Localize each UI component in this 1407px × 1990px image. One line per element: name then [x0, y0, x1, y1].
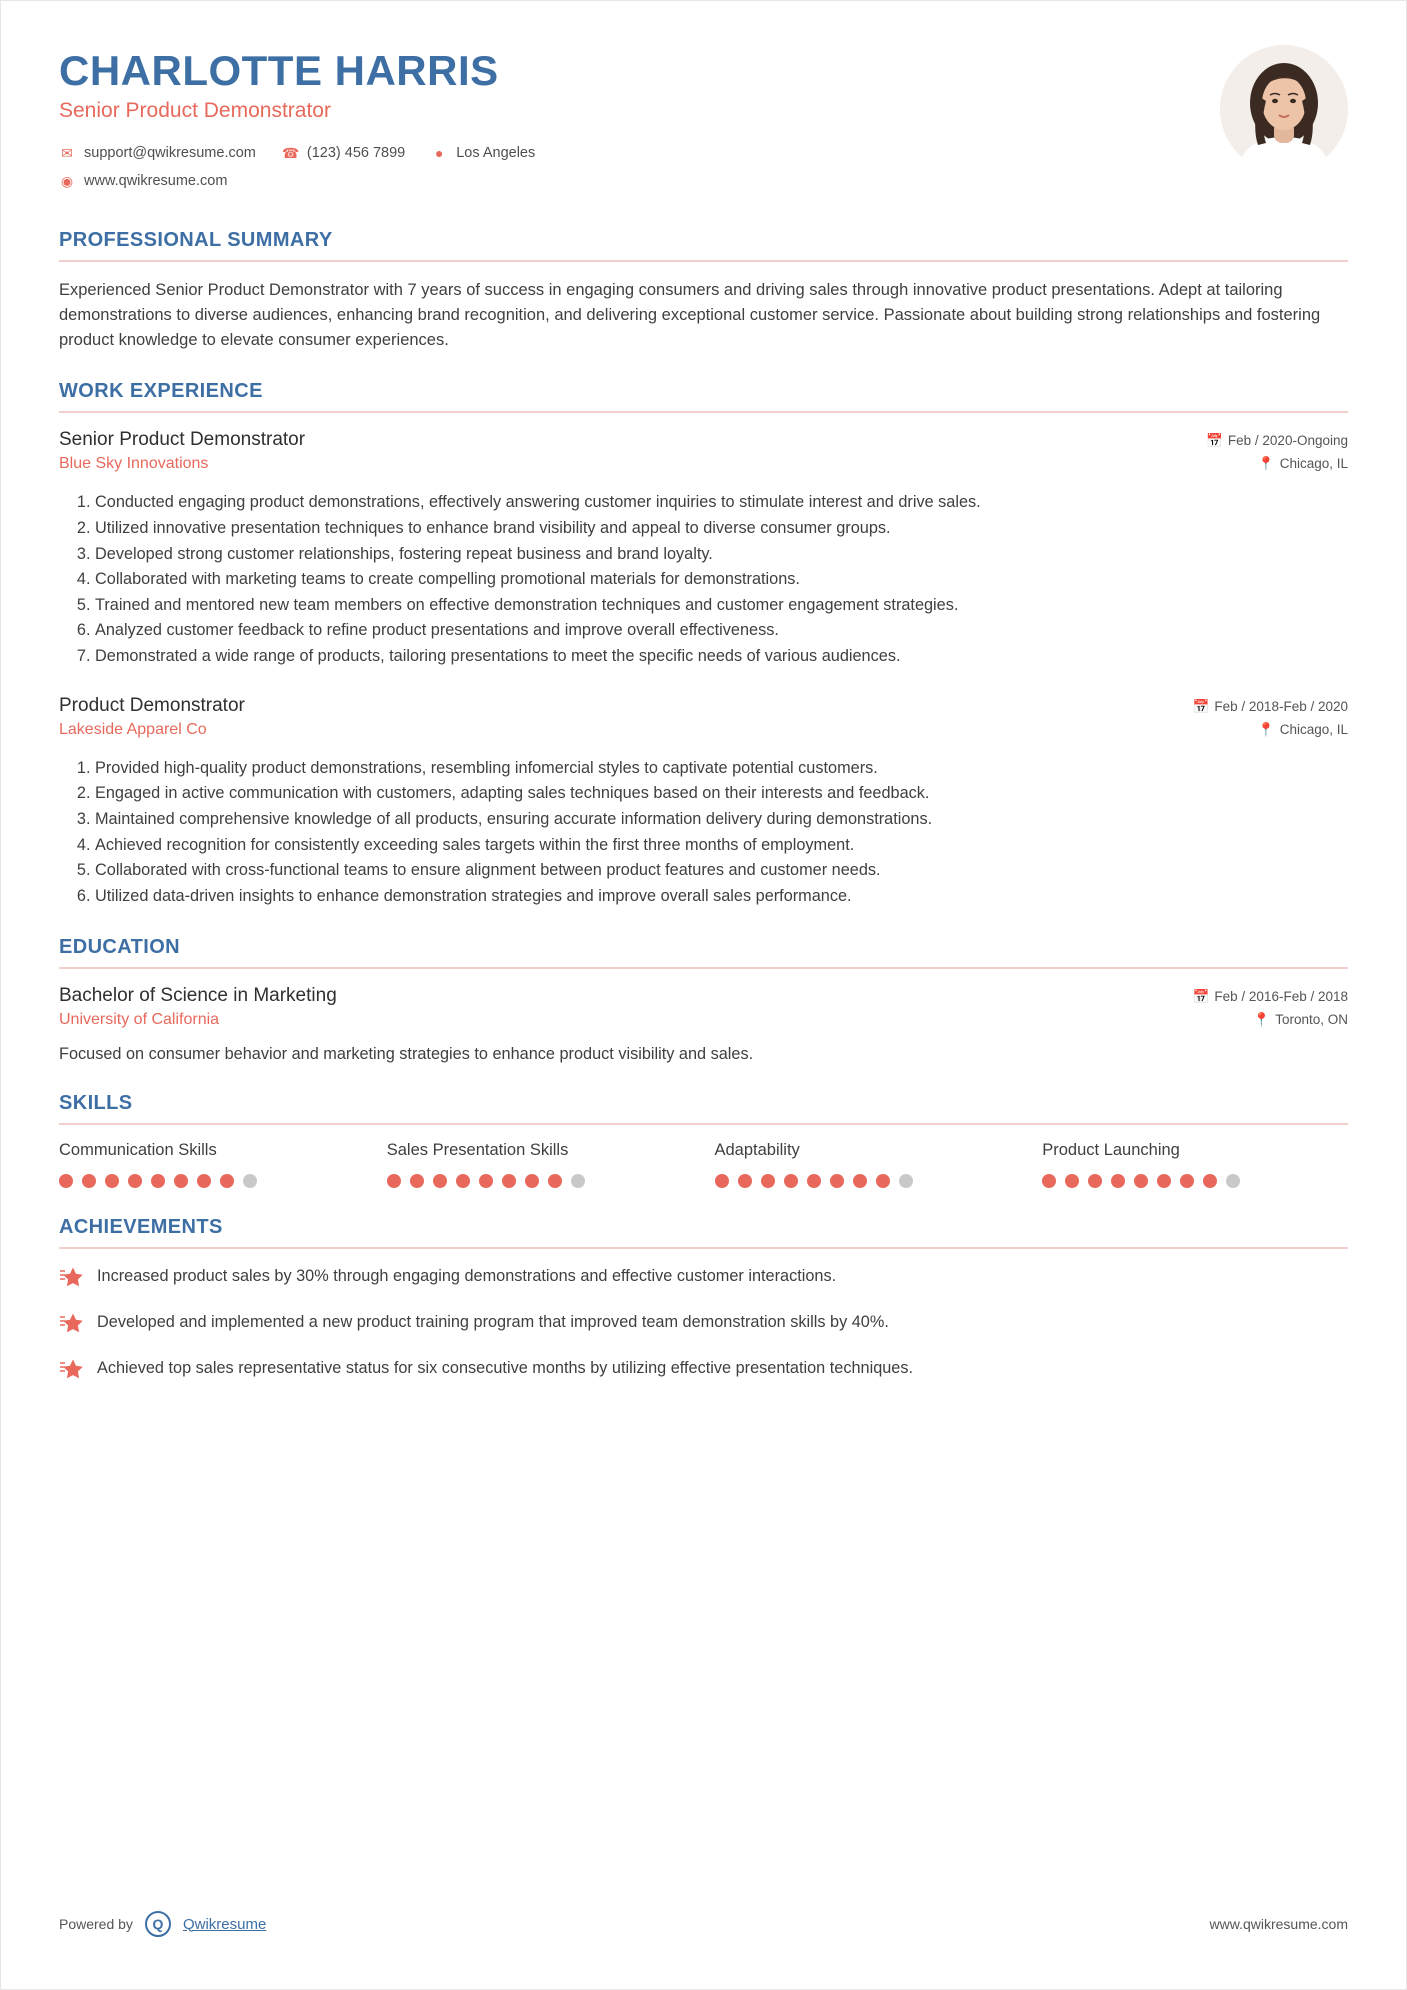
section-professional-summary: [59, 229, 1348, 352]
skill-item: [715, 1141, 1021, 1188]
skill-item: [1042, 1141, 1348, 1188]
education-degree: Bachelor of Science in Marketing: [59, 985, 337, 1007]
list-item: 5. Collaborated with cross-functional teams to ensure alignment between product features and customer needs.: [95, 859, 1348, 883]
experience-meta: [1206, 429, 1348, 479]
rating-dot: [1203, 1174, 1217, 1188]
map-pin-icon: ●: [435, 145, 444, 162]
rating-dot: [59, 1174, 73, 1188]
rating-dot: [479, 1174, 493, 1188]
skill-rating-dots: [715, 1174, 1021, 1188]
candidate-role: Senior Product Demonstrator: [59, 99, 331, 123]
summary-text: Experienced Senior Product Demonstrator with 7 years of success in engaging consumers and driving sales through innovative product presentations. Adept at tailoring demonstrations to diverse audiences, enhancing brand recognition, and delivering exceptional customer service. Passionate about building strong relationships and fostering product knowledge to elevate consumer experiences.: [59, 281, 1321, 349]
qwikresume-brand-link[interactable]: Qwikresume: [182, 1915, 267, 1933]
list-item: 7. Demonstrated a wide range of products, tailoring presentations to meet the specific needs of various audiences.: [95, 645, 1348, 669]
rating-dot: [220, 1174, 234, 1188]
profile-photo: [1220, 45, 1348, 173]
rating-dot: [853, 1174, 867, 1188]
contact-row-secondary: [59, 173, 1348, 189]
phone-icon: ☎: [281, 145, 300, 162]
achievement-item: [59, 1265, 1348, 1293]
list-item: 6. Utilized data-driven insights to enhance demonstration strategies and improve overall sales performance.: [95, 885, 1348, 909]
rating-dot: [387, 1174, 401, 1188]
rating-dot-empty: [899, 1174, 913, 1188]
experience-location: Chicago, IL: [1279, 721, 1348, 737]
achievement-text: Achieved top sales representative status for six consecutive months by utilizing effective presentation techniques.: [97, 1359, 914, 1378]
rating-dot-empty: [1226, 1174, 1240, 1188]
education-meta: [1193, 985, 1348, 1035]
rating-dot: [876, 1174, 890, 1188]
experience-company: Lakeside Apparel Co: [59, 720, 207, 738]
rating-dot: [1180, 1174, 1194, 1188]
experience-bullets: [59, 491, 1348, 668]
education-description: Focused on consumer behavior and marketing strategies to enhance product visibility and sales.: [59, 1045, 754, 1064]
star-icon: [59, 1266, 83, 1293]
rating-dot: [738, 1174, 752, 1188]
achievement-text: Increased product sales by 30% through engaging demonstrations and effective customer interactions.: [97, 1267, 837, 1286]
rating-dot: [1042, 1174, 1056, 1188]
map-pin-icon: 📍: [1257, 456, 1275, 472]
rating-dot: [502, 1174, 516, 1188]
rating-dot-empty: [571, 1174, 585, 1188]
rating-dot: [456, 1174, 470, 1188]
section-title-education: EDUCATION: [59, 936, 181, 959]
list-item: 1. Conducted engaging product demonstrations, effectively answering customer inquiries to stimulate interest and drive sales.: [95, 491, 1348, 515]
footer-website[interactable]: www.qwikresume.com: [1209, 1916, 1348, 1932]
section-divider: [59, 260, 1348, 262]
section-title-experience: WORK EXPERIENCE: [59, 380, 263, 403]
list-item: 1. Provided high-quality product demonstrations, resembling infomercial styles to captivate potential customers.: [95, 757, 1348, 781]
rating-dot: [197, 1174, 211, 1188]
rating-dot: [1134, 1174, 1148, 1188]
contact-row-primary: [59, 145, 1348, 161]
experience-bullets: [59, 757, 1348, 909]
rating-dot: [433, 1174, 447, 1188]
globe-icon: ◉: [60, 173, 74, 190]
list-item: 6. Analyzed customer feedback to refine product presentations and improve overall effectiveness.: [95, 619, 1348, 643]
star-icon: [59, 1358, 83, 1385]
map-pin-icon: 📍: [1253, 1012, 1271, 1028]
skill-rating-dots: [1042, 1174, 1348, 1188]
page-footer: [59, 1911, 1348, 1937]
contact-website[interactable]: [59, 173, 227, 189]
contact-email[interactable]: [59, 145, 256, 161]
education-entry: [59, 985, 1348, 1064]
achievement-item: [59, 1357, 1348, 1385]
list-item: 4. Achieved recognition for consistently exceeding sales targets within the first three months of employment.: [95, 834, 1348, 858]
achievement-text: Developed and implemented a new product training program that improved team demonstration skills by 40%.: [97, 1313, 889, 1332]
rating-dot: [105, 1174, 119, 1188]
section-work-experience: [59, 380, 1348, 908]
section-divider: [59, 411, 1348, 413]
achievement-item: [59, 1311, 1348, 1339]
contact-location-text: Los Angeles: [456, 145, 536, 162]
skill-rating-dots: [387, 1174, 693, 1188]
skill-rating-dots: [59, 1174, 365, 1188]
skill-label: Sales Presentation Skills: [386, 1141, 569, 1160]
section-divider: [59, 1123, 1348, 1125]
skills-grid: [59, 1141, 1348, 1188]
envelope-icon: ✉: [61, 145, 73, 162]
rating-dot: [1088, 1174, 1102, 1188]
rating-dot: [1111, 1174, 1125, 1188]
resume-header: [59, 1, 1348, 201]
section-title-skills: SKILLS: [59, 1092, 133, 1115]
experience-job-title: Senior Product Demonstrator: [59, 429, 306, 451]
skill-item: [387, 1141, 693, 1188]
rating-dot: [151, 1174, 165, 1188]
contact-website-text: www.qwikresume.com: [84, 173, 228, 190]
contact-phone[interactable]: [282, 145, 405, 161]
contact-location: [431, 145, 535, 161]
experience-entry: [59, 695, 1348, 909]
skill-label: Product Launching: [1042, 1141, 1180, 1160]
contact-email-text: support@qwikresume.com: [84, 145, 256, 162]
calendar-icon: 📅: [1206, 433, 1223, 449]
experience-location: Chicago, IL: [1279, 456, 1348, 472]
rating-dot: [548, 1174, 562, 1188]
rating-dot: [410, 1174, 424, 1188]
list-item: 2. Engaged in active communication with customers, adapting sales techniques based on their interests and feedback.: [95, 782, 1348, 806]
section-title-achievements: ACHIEVEMENTS: [59, 1216, 223, 1239]
rating-dot: [128, 1174, 142, 1188]
list-item: 3. Maintained comprehensive knowledge of all products, ensuring accurate information delivery during demonstrations.: [95, 808, 1348, 832]
experience-dates: Feb / 2018-Feb / 2020: [1214, 698, 1348, 714]
section-divider: [59, 1247, 1348, 1249]
rating-dot: [174, 1174, 188, 1188]
rating-dot: [525, 1174, 539, 1188]
section-achievements: [59, 1216, 1348, 1385]
list-item: 3. Developed strong customer relationships, fostering repeat business and brand loyalty.: [95, 543, 1348, 567]
skill-label: Communication Skills: [59, 1141, 217, 1160]
rating-dot: [830, 1174, 844, 1188]
education-location: Toronto, ON: [1275, 1012, 1348, 1028]
education-dates: Feb / 2016-Feb / 2018: [1214, 989, 1348, 1005]
section-education: [59, 936, 1348, 1064]
calendar-icon: 📅: [1192, 989, 1210, 1005]
rating-dot: [715, 1174, 729, 1188]
experience-dates: Feb / 2020-Ongoing: [1227, 433, 1348, 449]
list-item: 5. Trained and mentored new team members on effective demonstration techniques and customer engagement strategies.: [95, 594, 1348, 618]
section-divider: [59, 967, 1348, 969]
calendar-icon: 📅: [1192, 698, 1210, 714]
star-icon: [59, 1312, 83, 1339]
rating-dot: [784, 1174, 798, 1188]
contact-phone-text: (123) 456 7899: [306, 145, 406, 162]
experience-company: Blue Sky Innovations: [59, 455, 209, 473]
rating-dot: [761, 1174, 775, 1188]
rating-dot-empty: [243, 1174, 257, 1188]
skill-label: Adaptability: [714, 1141, 800, 1160]
experience-entry: [59, 429, 1348, 668]
map-pin-icon: 📍: [1257, 721, 1275, 737]
rating-dot: [1065, 1174, 1079, 1188]
rating-dot: [82, 1174, 96, 1188]
skill-item: [59, 1141, 365, 1188]
qwikresume-logo-icon: Q: [145, 1911, 171, 1937]
candidate-name: CHARLOTTE HARRIS: [59, 47, 499, 94]
education-school: University of California: [59, 1011, 220, 1029]
list-item: 2. Utilized innovative presentation techniques to enhance brand visibility and appeal to diverse consumer groups.: [95, 517, 1348, 541]
rating-dot: [1157, 1174, 1171, 1188]
powered-by-label: Powered by: [59, 1916, 133, 1932]
section-skills: [59, 1092, 1348, 1188]
rating-dot: [807, 1174, 821, 1188]
experience-job-title: Product Demonstrator: [59, 694, 245, 716]
list-item: 4. Collaborated with marketing teams to create compelling promotional materials for demonstrations.: [95, 568, 1348, 592]
section-title-summary: PROFESSIONAL SUMMARY: [59, 229, 333, 251]
experience-meta: [1193, 695, 1348, 745]
